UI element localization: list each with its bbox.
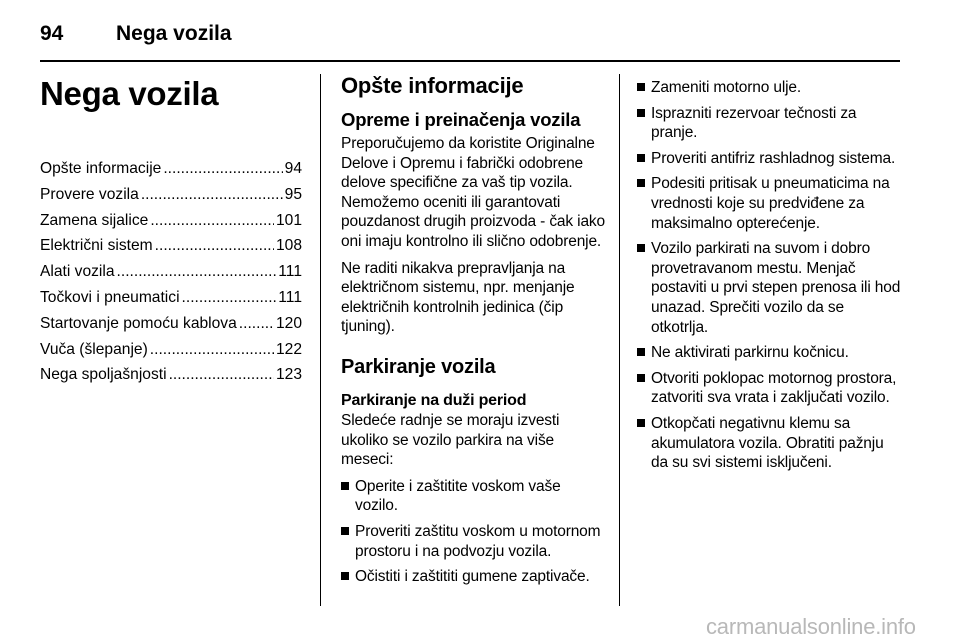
content-column-3 [637,78,903,479]
list-item-text: Vozilo parkirati na suvom i dobro provetravanom mestu. Menjač postaviti u prvi stepen prenosa ili hod unazad. Sprečiti vozilo da se otkotrlja. [651,240,901,336]
bullet-square-icon [637,419,645,427]
column-divider-2 [619,74,620,606]
toc-entry-label: Startovanje pomoću kablova [40,314,237,332]
list-item-text: Podesiti pritisak u pneumaticima na vrednosti koje su predviđene za maksimalno opterećenje. [651,175,890,232]
toc-entry[interactable] [40,184,302,206]
parking-list-1 [341,477,607,587]
list-item [637,414,903,473]
toc-entry-label: Vuča (šlepanje) [40,340,148,358]
toc-dot-leader [150,339,274,361]
toc-entry[interactable] [40,235,302,257]
section-title: Opšte informacije [341,73,524,98]
toc-entry[interactable] [40,364,302,386]
toc-entry-label: Točkovi i pneumatici [40,288,180,306]
page-number: 94 [40,22,64,45]
running-title: Nega vozila [116,22,232,45]
list-item-text: Isprazniti rezervoar tečnosti za pranje. [651,104,857,142]
toc-entry[interactable] [40,210,302,232]
table-of-contents [40,158,302,386]
list-item-text: Otvoriti poklopac motornog prostora, zatvoriti sva vrata i zaključati vozilo. [651,369,897,407]
header-rule [40,60,900,62]
bullet-square-icon [637,154,645,162]
parking-title: Parkiranje vozila [341,355,496,378]
section-paragraph: Preporučujemo da koristite Originalne Delove i Opremu i fabrički odobrene delove specifične za vaš tip vozila. Nemožemo oceniti ili garantovati pouzdanost drugih proizvoda - čak iako oni imaju kontrolno ili slično odobrenje. [341,135,605,250]
toc-entry[interactable] [40,261,302,283]
toc-entry-label: Provere vozila [40,185,139,203]
section-paragraph: Ne raditi nikakva prepravljanja na električnom sistemu, npr. menjanje električnih kontrolnih jedinica (čip tjuning). [341,259,575,336]
list-item-text: Proveriti zaštitu voskom u motornom prostoru i na podvozju vozila. [355,522,601,560]
list-item-text: Ne aktivirati parkirnu kočnicu. [651,344,849,362]
toc-dot-leader [155,235,274,257]
parking-list-2 [637,78,903,473]
bullet-square-icon [341,527,349,535]
bullet-square-icon [637,83,645,91]
parking-subtitle: Parkiranje na duži period [341,391,527,409]
bullet-square-icon [637,109,645,117]
bullet-square-icon [637,179,645,187]
toc-dot-leader [239,313,274,335]
toc-dot-leader [141,184,283,206]
list-item [637,239,903,337]
bullet-square-icon [637,374,645,382]
toc-entry[interactable] [40,287,302,309]
list-item [341,477,607,516]
toc-entry-page: 122 [275,340,302,358]
toc-entry-label: Zamena sijalice [40,211,149,229]
toc-entry-page: 123 [275,366,302,384]
toc-entry-page: 120 [275,314,302,332]
toc-entry[interactable] [40,158,302,180]
list-item [637,174,903,233]
list-item-text: Otkopčati negativnu klemu sa akumulatora vozila. Obratiti pažnju da su svi sistemi isključeni. [651,414,884,472]
list-item [637,369,903,408]
section-subtitle: Opreme i preinačenja vozila [341,109,581,130]
toc-dot-leader [182,287,277,309]
content-column-2 [341,68,607,593]
toc-entry-page: 94 [284,160,302,177]
list-item [341,522,607,561]
list-item-text: Očistiti i zaštititi gumene zaptivače. [355,568,590,586]
bullet-square-icon [341,572,349,580]
bullet-square-icon [341,482,349,490]
toc-entry-page: 111 [278,288,302,306]
toc-entry[interactable] [40,313,302,335]
toc-entry-label: Alati vozila [40,263,115,281]
chapter-title: Nega vozila [40,75,219,112]
parking-intro: Sledeće radnje se moraju izvesti ukoliko se vozilo parkira na više meseci: [341,411,560,469]
toc-dot-leader [117,261,277,283]
toc-entry-page: 101 [275,211,302,229]
toc-entry-page: 108 [275,237,302,255]
list-item-text: Operite i zaštitite voskom vaše vozilo. [355,477,561,515]
bullet-square-icon [637,348,645,356]
toc-entry-label: Električni sistem [40,237,153,255]
list-item [637,104,903,143]
toc-dot-leader [169,364,274,386]
bullet-square-icon [637,244,645,252]
toc-entry-page: 95 [284,185,302,203]
list-item-text: Zameniti motorno ulje. [651,79,802,96]
watermark[interactable]: carmanualsonline.info [706,614,916,639]
list-item [637,343,903,363]
toc-entry-page: 111 [278,263,302,281]
toc-column [40,68,302,390]
toc-entry-label: Opšte informacije [40,160,162,177]
toc-dot-leader [150,210,274,232]
toc-dot-leader [163,158,282,180]
toc-entry[interactable] [40,339,302,361]
list-item [637,149,903,169]
column-divider-1 [320,74,321,606]
list-item-text: Proveriti antifriz rashladnog sistema. [651,149,896,167]
toc-entry-label: Nega spoljašnjosti [40,366,167,384]
list-item [637,78,903,98]
list-item [341,567,607,587]
